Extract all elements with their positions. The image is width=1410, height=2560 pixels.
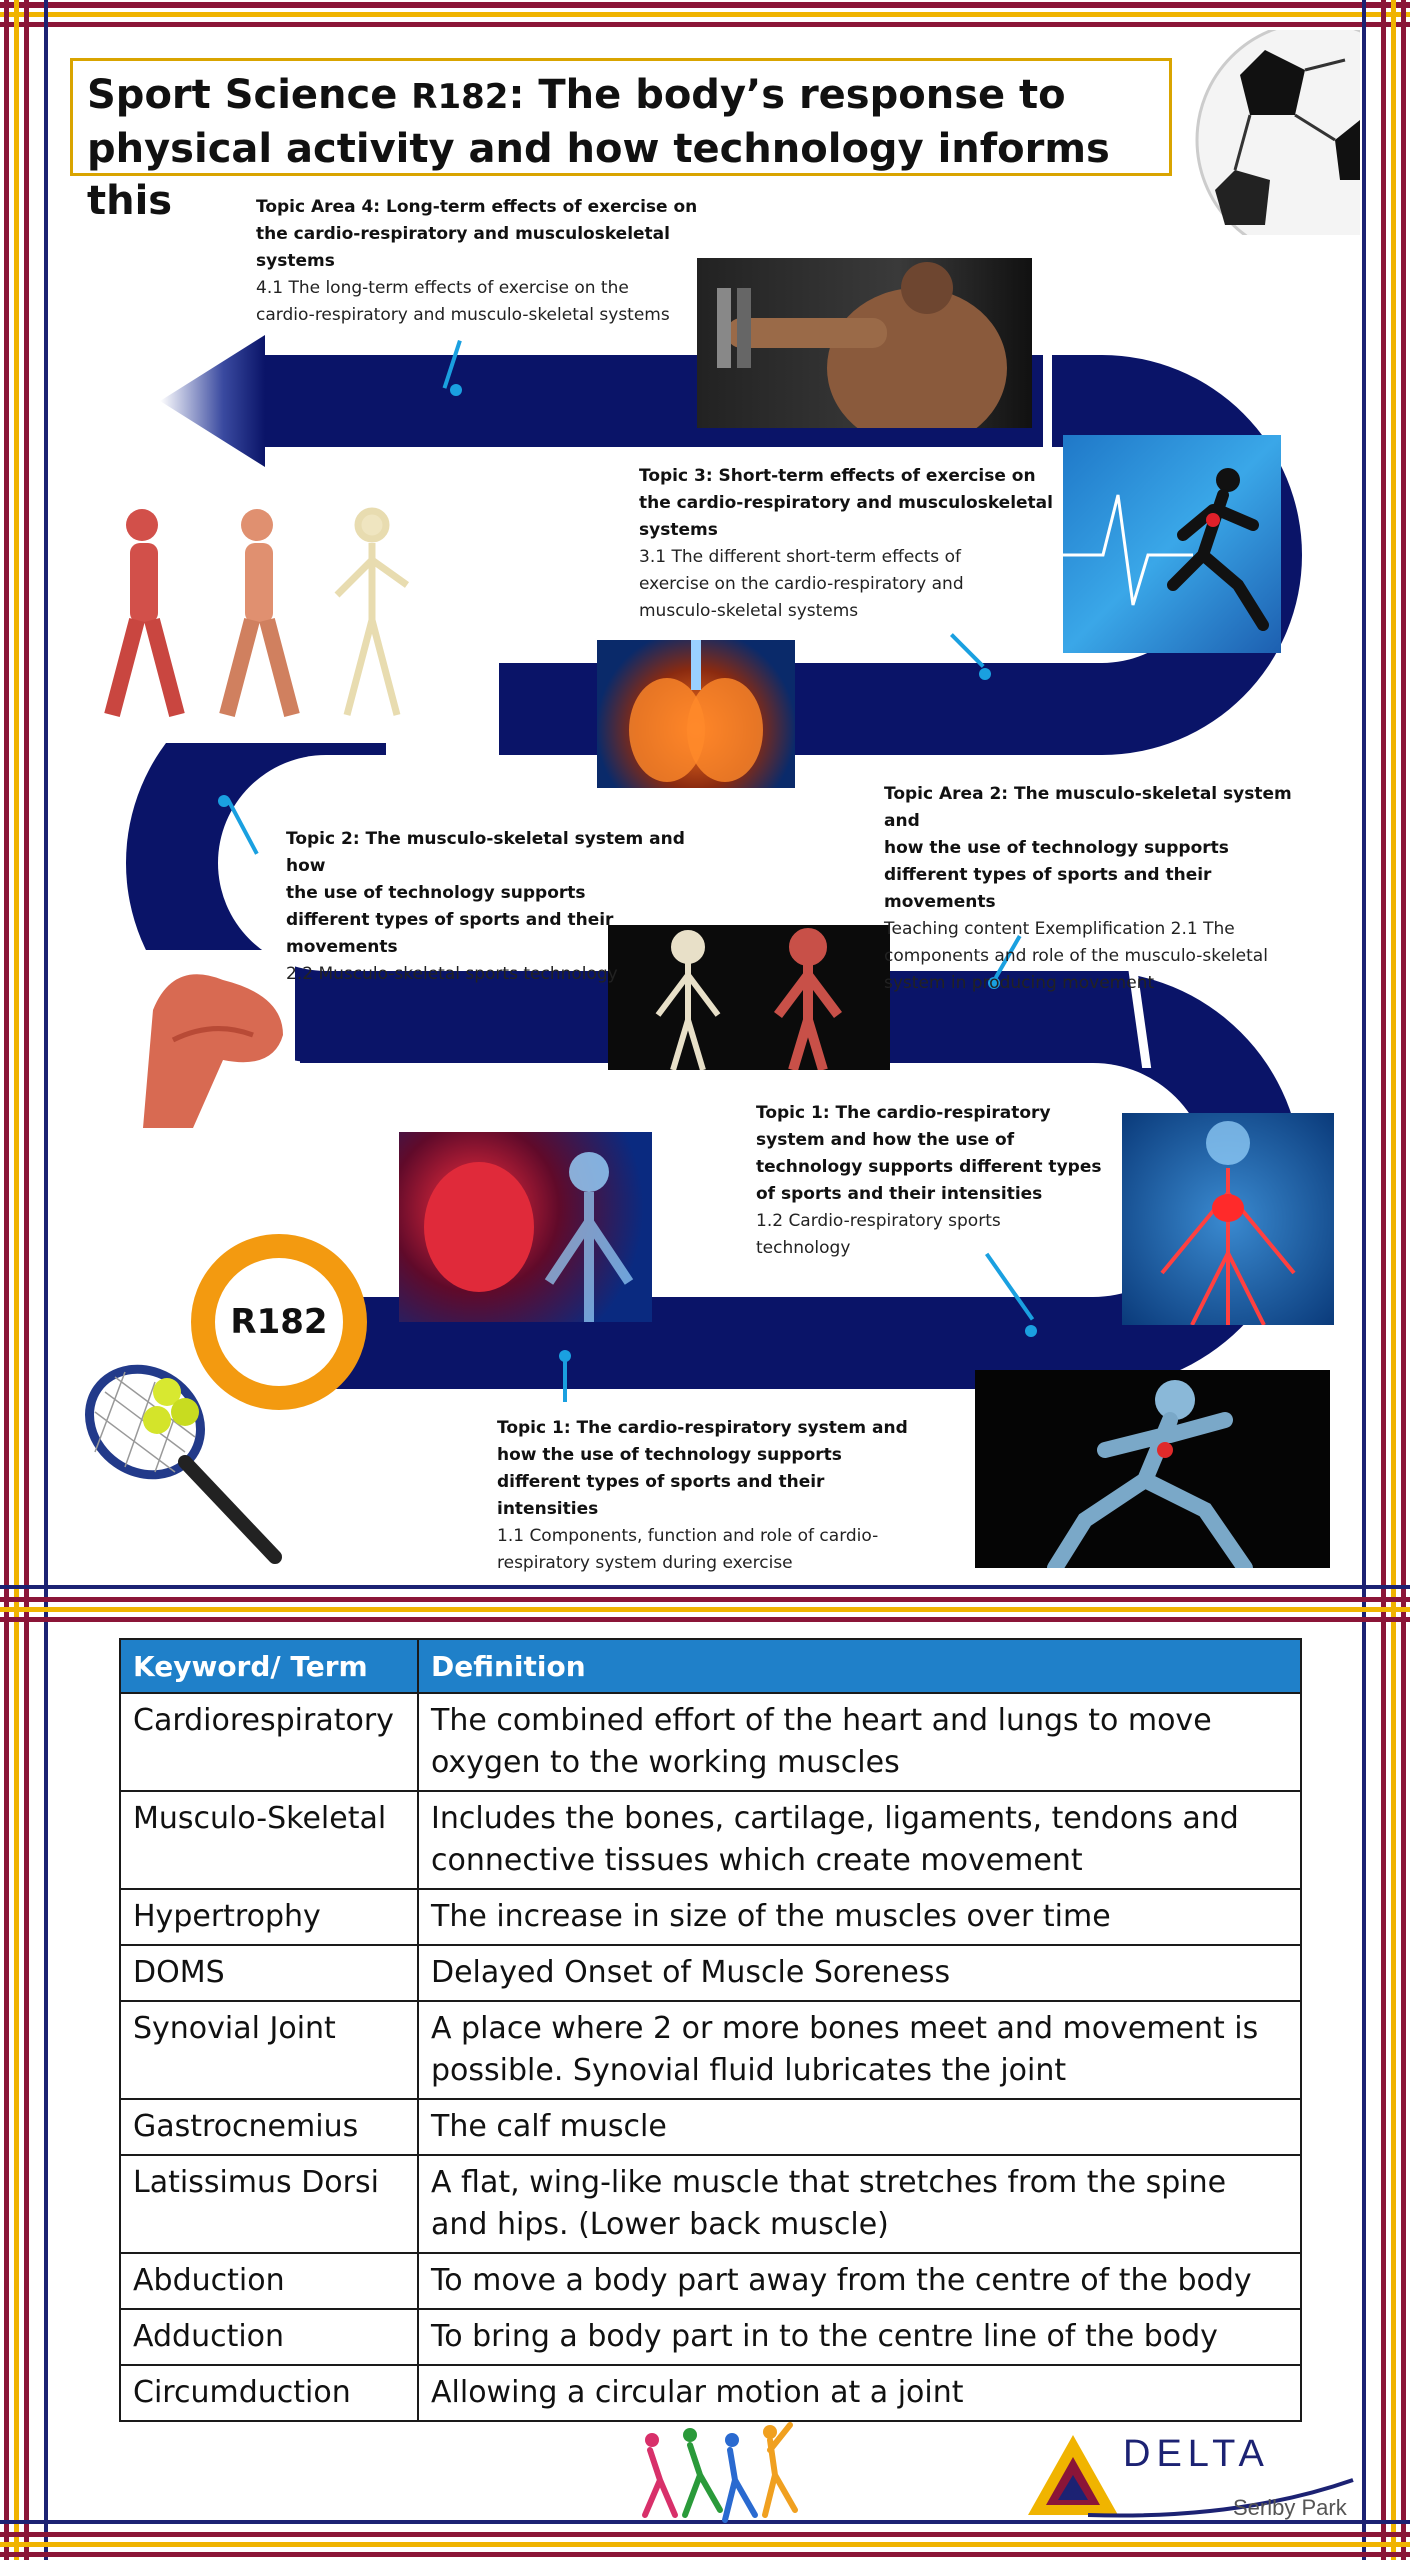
table-row bbox=[120, 2253, 1301, 2309]
pin-marker bbox=[1025, 1325, 1037, 1337]
frame-line bbox=[1391, 0, 1396, 2560]
definition-cell: A place where 2 or more bones meet and movement is possible. Synovial fluid lubricates the joint bbox=[418, 2001, 1301, 2099]
definition-cell: The increase in size of the muscles over time bbox=[418, 1889, 1301, 1945]
column-header: Definition bbox=[418, 1639, 1301, 1693]
course-code-badge: R182 bbox=[191, 1234, 367, 1410]
cardiovascular-body-image bbox=[1122, 1113, 1334, 1325]
frame-line bbox=[0, 1607, 1410, 1612]
road-gap bbox=[490, 655, 499, 763]
anatomy-runners-image bbox=[82, 485, 440, 743]
table-header-row bbox=[120, 1639, 1301, 1693]
page-title: Sport Science R182: The body’s response to physical activity and how technology informs this bbox=[70, 58, 1172, 176]
heart-anatomy-image bbox=[399, 1132, 652, 1322]
topic-area-2: Topic Area 2: The musculo-skeletal system and how the use of technology supports different types of sports and their movements Teaching content Exemplification 2.1 The components and role of the musculo-skeletal system in producing movement bbox=[884, 784, 1292, 993]
keyword-table bbox=[119, 1638, 1302, 2422]
definition-cell: To bring a body part in to the centre line of the body bbox=[418, 2309, 1301, 2365]
topic-2: Topic 2: The musculo-skeletal system and how the use of technology supports different types of sports and their movements 2.2 Musculo-skeletal sports technology bbox=[286, 829, 685, 984]
frame-line bbox=[0, 2542, 1410, 2547]
topic-3: Topic 3: Short-term effects of exercise on the cardio-respiratory and musculoskeletal systems 3.1 The different short-term effects of exercise on the cardio-respiratory and musculo-skeletal systems bbox=[639, 466, 1053, 621]
road-gap bbox=[1043, 350, 1052, 452]
frame-line bbox=[4, 0, 9, 2560]
frame-line bbox=[44, 0, 48, 2560]
term-cell: DOMS bbox=[120, 1945, 418, 2001]
frame-line bbox=[24, 0, 29, 2560]
heartbeat-runner-image bbox=[1063, 435, 1281, 653]
frame-line bbox=[0, 22, 1410, 27]
pin-marker bbox=[450, 384, 462, 396]
logo-subtitle: Serlby Park bbox=[1233, 2495, 1347, 2520]
football-image bbox=[1195, 30, 1360, 235]
table-row bbox=[120, 2309, 1301, 2365]
lungs-image bbox=[597, 640, 795, 788]
pin-marker bbox=[979, 668, 991, 680]
topic-1-components: Topic 1: The cardio-respiratory system and how the use of technology supports different types of sports and their intensities 1.1 Components, function and role of cardio- respiratory system during exercise bbox=[497, 1418, 908, 1573]
frame-line bbox=[14, 0, 19, 2560]
frame-line bbox=[0, 12, 1410, 17]
column-header: Keyword/ Term bbox=[120, 1639, 418, 1693]
definition-cell: The combined effort of the heart and lungs to move oxygen to the working muscles bbox=[418, 1693, 1301, 1791]
topic-1-technology: Topic 1: The cardio-respiratory system and how the use of technology supports different types of sports and their intensities 1.2 Cardio-respiratory sports technology bbox=[756, 1103, 1102, 1258]
table-row bbox=[120, 1791, 1301, 1889]
weightlifter-image bbox=[697, 258, 1032, 428]
frame-line bbox=[0, 1585, 1410, 1589]
sports-figures-image bbox=[630, 2420, 805, 2525]
term-cell: Hypertrophy bbox=[120, 1889, 418, 1945]
term-cell: Adduction bbox=[120, 2309, 418, 2365]
flexed-arm-image bbox=[133, 950, 295, 1128]
frame-line bbox=[0, 2, 1410, 8]
term-cell: Musculo-Skeletal bbox=[120, 1791, 418, 1889]
definition-cell: Includes the bones, cartilage, ligaments, tendons and connective tissues which create movement bbox=[418, 1791, 1301, 1889]
table-row bbox=[120, 1889, 1301, 1945]
pin-line bbox=[563, 1356, 567, 1402]
frame-line bbox=[0, 1597, 1410, 1602]
table-row bbox=[120, 1945, 1301, 2001]
frame-line bbox=[1381, 0, 1386, 2560]
term-cell: Synovial Joint bbox=[120, 2001, 418, 2099]
frame-line bbox=[1401, 0, 1406, 2560]
table-row bbox=[120, 2155, 1301, 2253]
table-row bbox=[120, 2099, 1301, 2155]
term-cell: Cardiorespiratory bbox=[120, 1693, 418, 1791]
definition-cell: To move a body part away from the centre of the body bbox=[418, 2253, 1301, 2309]
term-cell: Circumduction bbox=[120, 2365, 418, 2421]
table-row bbox=[120, 2365, 1301, 2421]
term-cell: Gastrocnemius bbox=[120, 2099, 418, 2155]
frame-line bbox=[0, 2552, 1410, 2557]
table-row bbox=[120, 1693, 1301, 1791]
definition-cell: The calf muscle bbox=[418, 2099, 1301, 2155]
definition-cell: Delayed Onset of Muscle Soreness bbox=[418, 1945, 1301, 2001]
term-cell: Latissimus Dorsi bbox=[120, 2155, 418, 2253]
definition-cell: A flat, wing-like muscle that stretches from the spine and hips. (Lower back muscle) bbox=[418, 2155, 1301, 2253]
arrow-head-icon bbox=[160, 335, 270, 472]
definition-cell: Allowing a circular motion at a joint bbox=[418, 2365, 1301, 2421]
term-cell: Abduction bbox=[120, 2253, 418, 2309]
table-row bbox=[120, 2001, 1301, 2099]
frame-line bbox=[1362, 0, 1366, 2560]
delta-logo bbox=[1028, 2425, 1358, 2535]
frame-line bbox=[0, 1617, 1410, 1622]
xray-runner-image bbox=[975, 1370, 1330, 1568]
logo-name: DELTA bbox=[1123, 2433, 1270, 2475]
topic-area-4: Topic Area 4: Long-term effects of exercise on the cardio-respiratory and musculoskeletal systems 4.1 The long-term effects of exercise on the cardio-respiratory and musculo-skeletal systems bbox=[256, 197, 698, 325]
